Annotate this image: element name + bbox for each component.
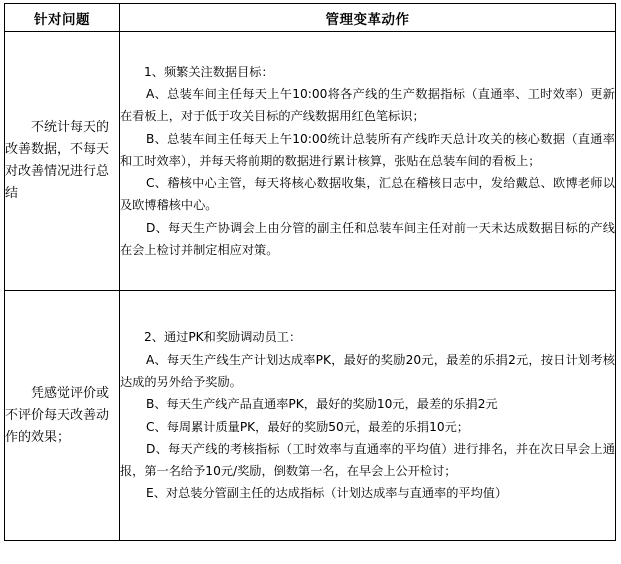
action-item-d: D、每天产线的考核指标（工时效率与直通率的平均值）进行排名，并在次日早会上通报，第一名给予10元/奖励，倒数第一名，在早会上公开检讨； [120,441,615,479]
action-item-c: C、每周累计质量PK，最好的奖励50元，最差的乐捐10元； [146,419,469,434]
table-row [5,32,616,291]
action-item-a: A、总装车间主任每天上午10:00将各产线的生产数据指标（直通率、工时效率）更新在看板上，对于低于攻关目标的产线数据用红色笔标识； [120,86,615,124]
issue-cell [5,291,120,541]
action-item-c: C、稽核中心主管，每天将核心数据收集，汇总在稽核日志中，发给戴总、欧博老师以及欧博稽核中心。 [120,176,615,213]
action-item-d: D、每天生产协调会上由分管的副主任和总装车间主任对前一天未达成数据目标的产线在会上检讨并制定相应对策。 [120,220,615,258]
header-actions: 管理变革动作 [120,4,616,32]
table-row [5,291,616,541]
action-item-b: B、每天生产线产品直通率PK，最好的奖励10元，最差的乐捐2元 [146,397,498,412]
actions-cell [120,291,616,541]
action-title: 2、通过PK和奖励调动员工： [144,330,302,345]
action-title: 1、频繁关注数据目标： [144,64,274,79]
actions-cell [120,32,616,291]
action-item-e: E、对总装分管副主任的达成指标（计划达成率与直通率的平均值） [146,486,508,501]
issue-text: 凭感觉评价或不评价每天改善动作的效果； [5,385,110,445]
issue-text: 不统计每天的改善数据，不每天对改善情况进行总结 [5,120,110,201]
issue-cell [5,32,120,291]
action-item-b: B、总装车间主任每天上午10:00统计总装所有产线昨天总计攻关的核心数据（直通率和工时效率），并每天将前期的数据进行累计核算，张贴在总装车间的看板上； [120,131,615,168]
header-row [5,4,616,32]
header-issue: 针对问题 [5,4,120,32]
management-change-table [4,3,616,541]
action-item-a: A、每天生产线生产计划达成率PK，最好的奖励20元，最差的乐捐2元，按日计划考核达成的另外给予奖励。 [120,352,615,389]
